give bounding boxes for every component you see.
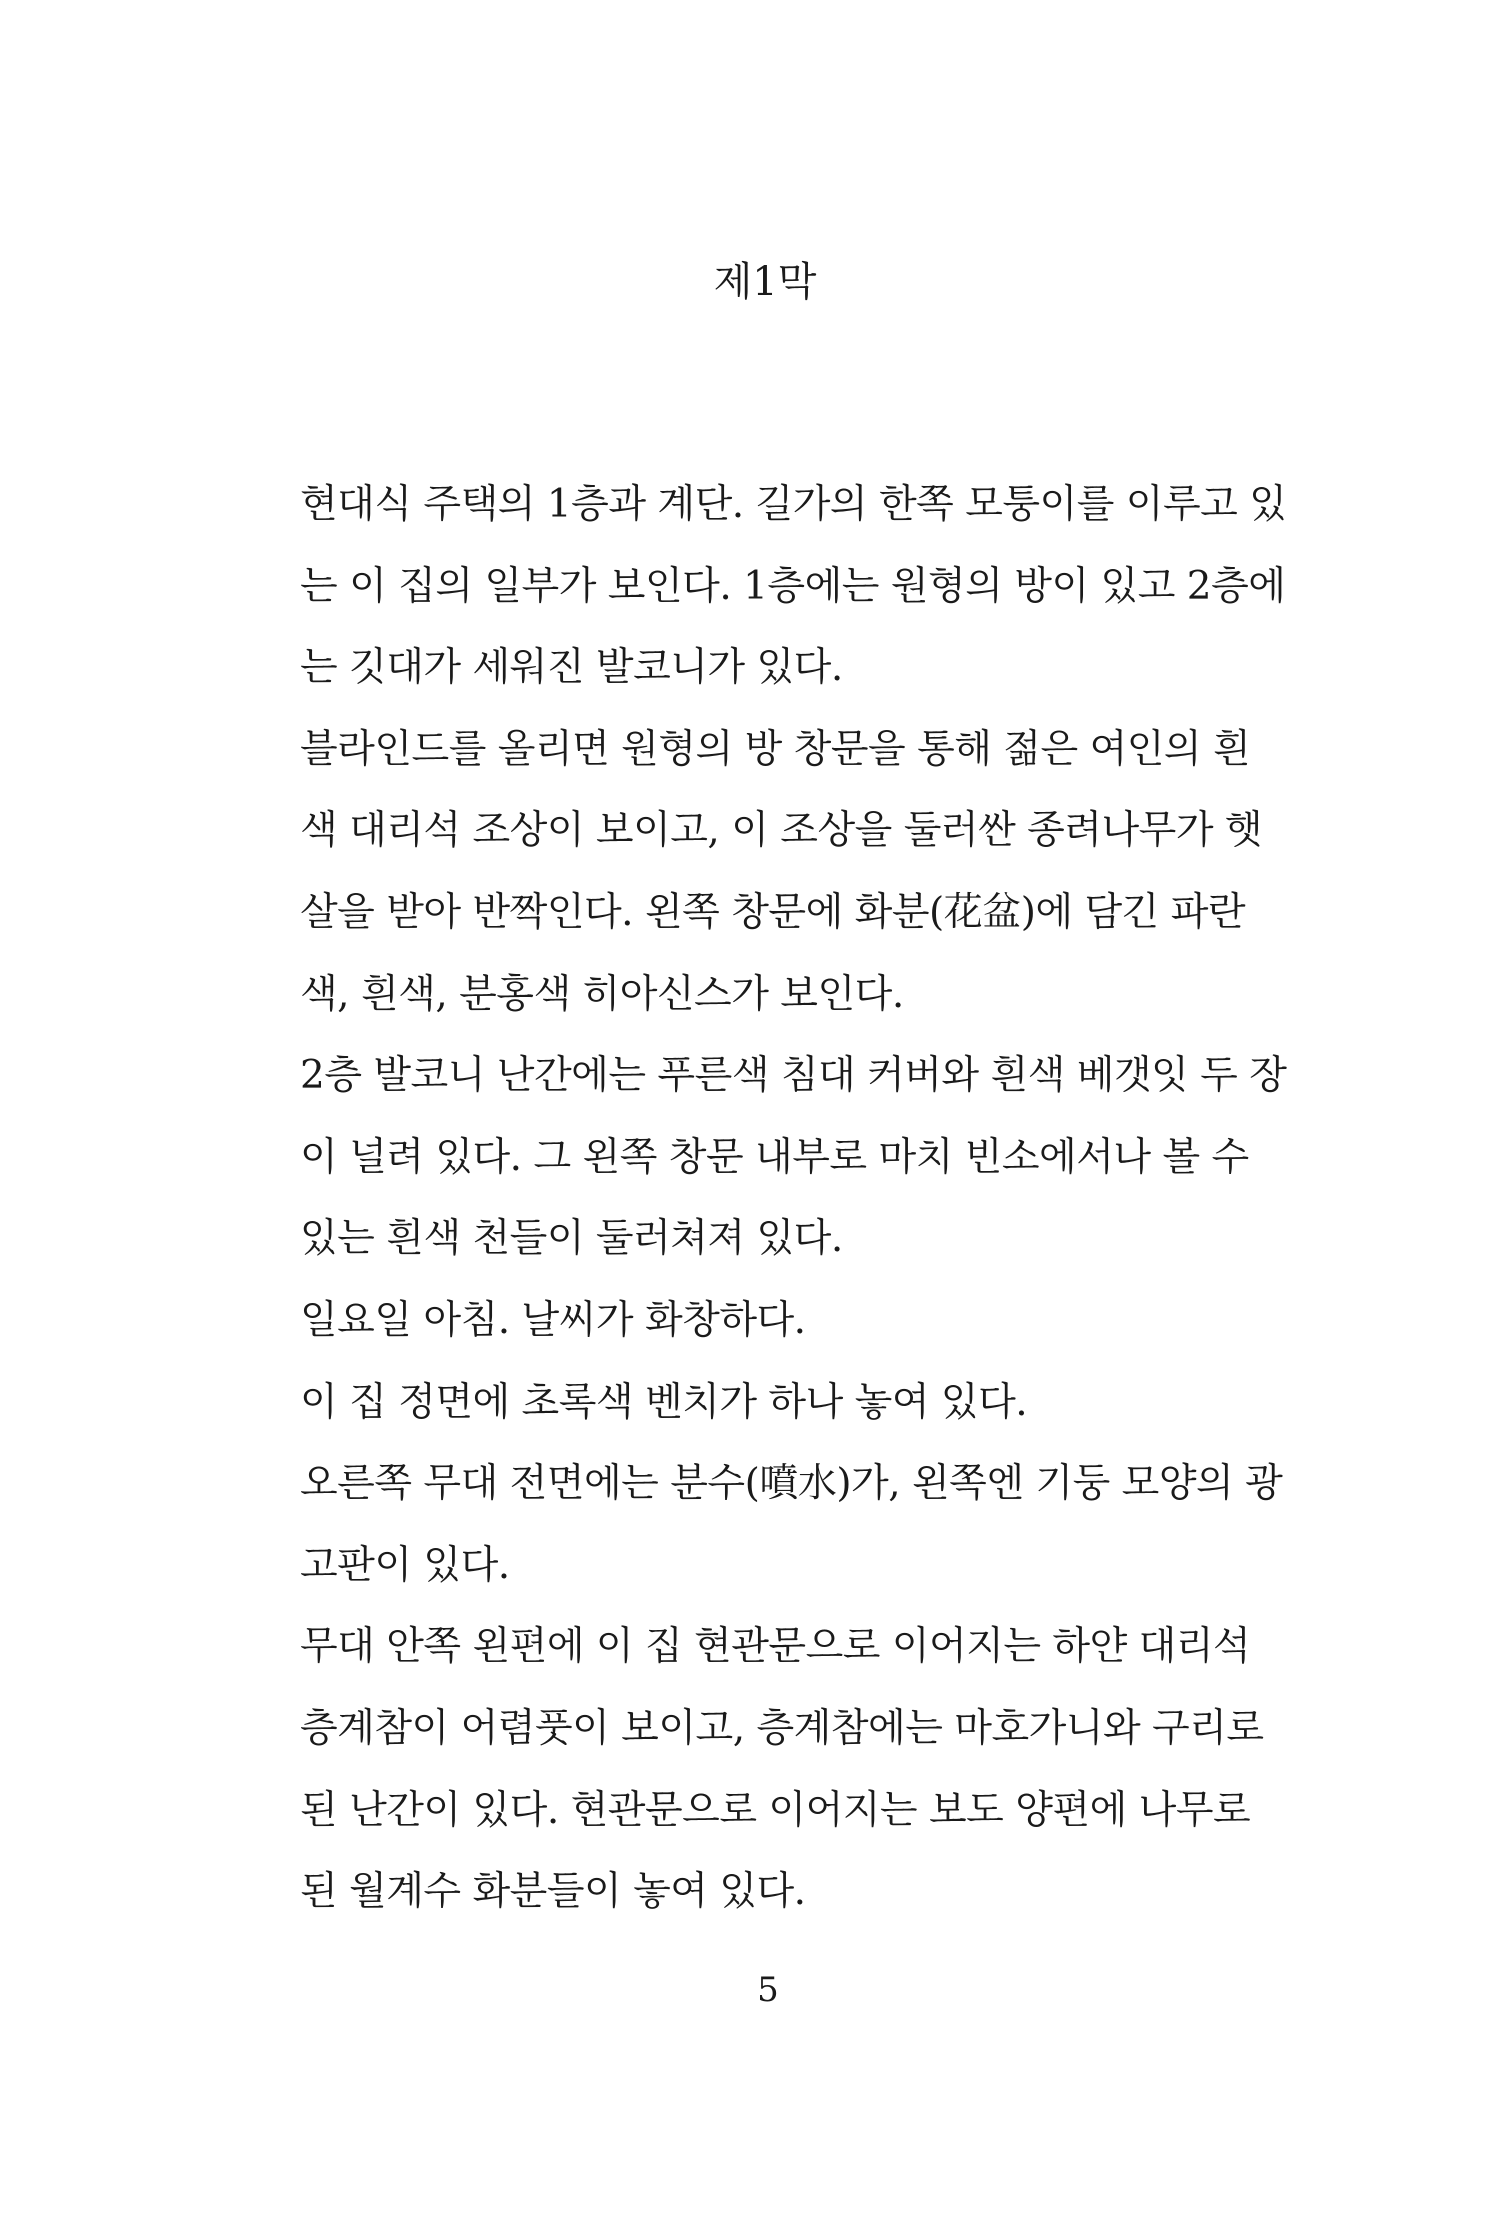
page-number: 5: [757, 1970, 779, 2010]
body-text: [300, 464, 1287, 1933]
paragraph-6: [300, 1443, 1283, 1606]
text-line: 블라인드를 올리면 원형의 방 창문을 통해 젊은 여인의 흰: [300, 726, 1251, 772]
paragraph-2: [300, 709, 1263, 1035]
paragraph-5: [300, 1362, 1240, 1444]
text-line: 2층 발코니 난간에는 푸른색 침대 커버와 흰색 베갯잇 두 장: [300, 1053, 1287, 1099]
text-line: 이 집 정면에 초록색 벤치가 하나 놓여 있다.: [300, 1379, 1028, 1425]
paragraph-4: [300, 1280, 1240, 1362]
paragraph-1: [300, 464, 1287, 709]
text-line: 무대 안쪽 왼편에 이 집 현관문으로 이어지는 하얀 대리석: [300, 1624, 1251, 1670]
text-line: 현대식 주택의 1층과 계단. 길가의 한쪽 모퉁이를 이루고 있: [300, 482, 1287, 527]
text-line: 살을 받아 반짝인다. 왼쪽 창문에 화분(花盆)에 담긴 파란: [300, 889, 1246, 935]
text-line: 는 이 집의 일부가 보인다. 1층에는 원형의 방이 있고 2층에: [300, 563, 1286, 609]
text-line: 색 대리석 조상이 보이고, 이 조상을 둘러싼 종려나무가 햇: [300, 808, 1263, 854]
text-line: 는 깃대가 세워진 발코니가 있다.: [300, 645, 843, 691]
text-line: 이 널려 있다. 그 왼쪽 창문 내부로 마치 빈소에서나 볼 수: [300, 1134, 1249, 1180]
text-line: 일요일 아침. 날씨가 화창하다.: [300, 1297, 806, 1343]
paragraph-7: [300, 1606, 1264, 1932]
text-line: 고판이 있다.: [300, 1542, 510, 1588]
text-line: 있는 흰색 천들이 둘러쳐져 있다.: [300, 1216, 843, 1262]
page-title: 제1막: [713, 259, 817, 305]
text-line: 된 월계수 화분들이 놓여 있다.: [300, 1869, 806, 1915]
text-line: 오른쪽 무대 전면에는 분수(噴水)가, 왼쪽엔 기둥 모양의 광: [300, 1461, 1283, 1507]
text-line: 층계참이 어렴풋이 보이고, 층계참에는 마호가니와 구리로: [300, 1705, 1264, 1751]
text-line: 색, 흰색, 분홍색 히아신스가 보인다.: [300, 971, 904, 1017]
paragraph-3: [300, 1035, 1287, 1280]
text-line: 된 난간이 있다. 현관문으로 이어지는 보도 양편에 나무로: [300, 1787, 1251, 1833]
